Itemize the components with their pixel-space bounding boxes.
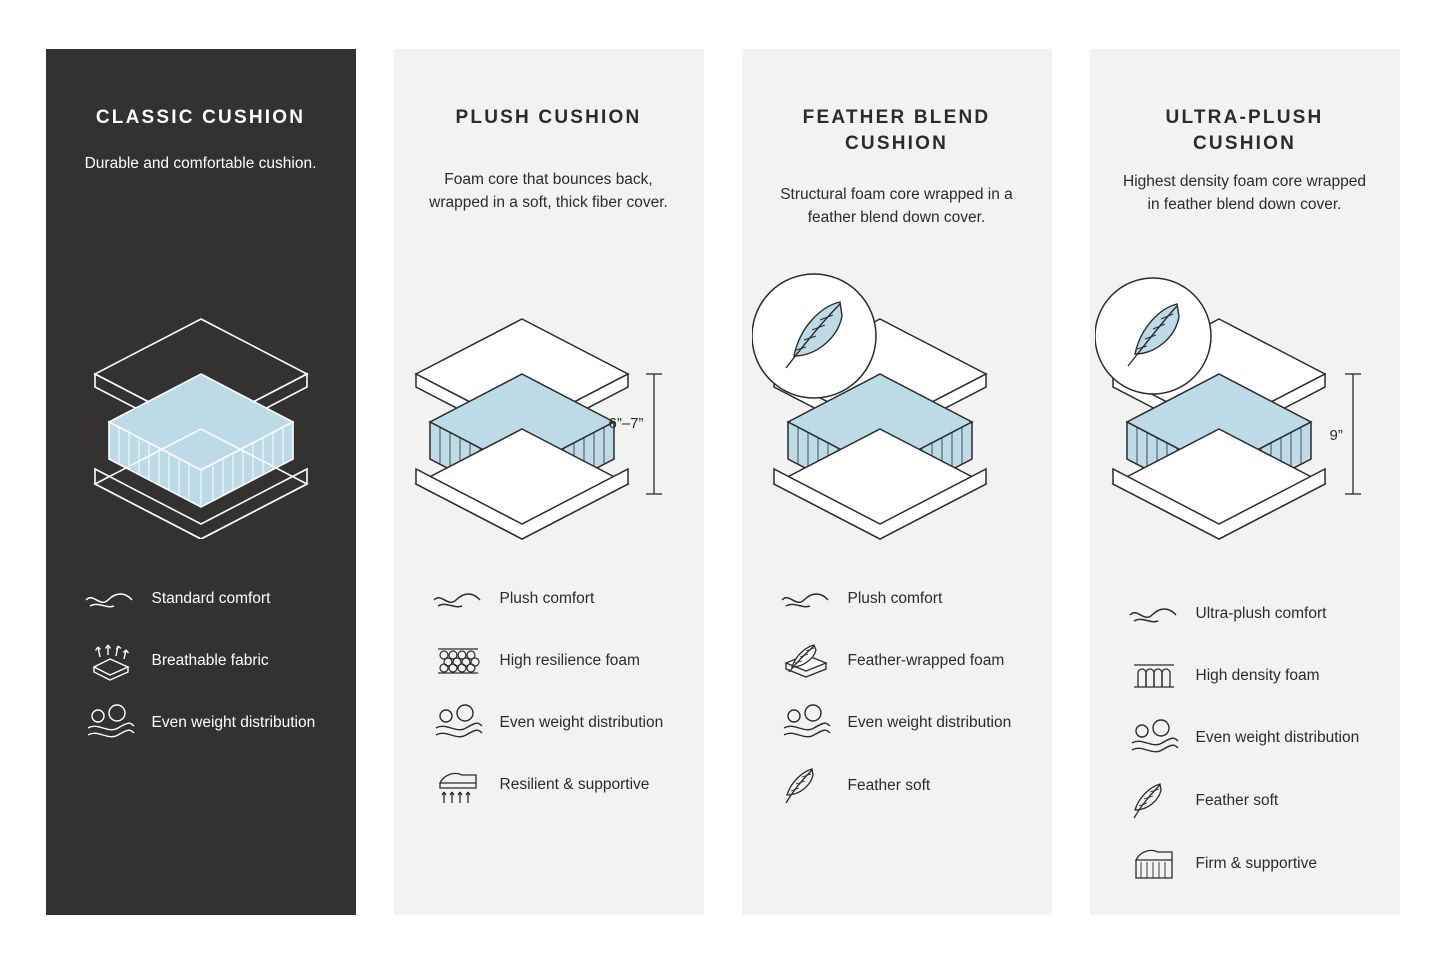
cushion-card-plush[interactable] [394,49,704,915]
feature-label: Feather soft [847,777,931,794]
cushion-card-classic[interactable] [46,49,356,915]
card-description: Durable and comfortable cushion. [84,155,317,172]
cushion-card-ultra-plush[interactable] [1090,49,1400,915]
feather-wrapped-foam-icon [780,641,838,681]
feature-item [84,641,336,681]
weight-distribution-icon [780,704,838,742]
foam-core-layer [109,374,293,507]
dimension-bar [1345,374,1361,494]
wave-icon [432,588,490,610]
feather-icon [1128,780,1186,822]
feature-item [780,641,1032,681]
feature-item [84,579,336,619]
feather-callout-icon [752,274,876,398]
feature-label: Plush comfort [499,590,595,607]
feature-list [1128,594,1380,906]
feature-label: Plush comfort [847,590,943,607]
card-description: Structural foam core wrapped in a feather blend down cover. [780,186,1013,226]
cushion-cards [46,49,1400,915]
cushion-exploded-diagram [394,279,704,579]
feather-icon [780,765,838,807]
feature-item [1128,780,1380,822]
cushion-exploded-diagram [742,264,1052,564]
firm-support-icon [1128,844,1186,884]
wave-icon [84,588,142,610]
feature-item [84,703,336,743]
feature-label: Feather-wrapped foam [847,652,1005,669]
wave-icon [780,588,838,610]
feature-label: High density foam [1195,667,1320,684]
cushion-exploded-diagram [1090,264,1400,564]
feature-label: Even weight distribution [499,714,664,731]
feature-label: Even weight distribution [847,714,1012,731]
card-description: Highest density foam core wrapped in feather blend down cover. [1123,173,1366,213]
card-title: FEATHER BLEND CUSHION [802,107,991,154]
feature-item [1128,656,1380,696]
feature-label: Standard comfort [151,590,271,607]
feature-label: Ultra-plush comfort [1195,605,1327,622]
cushion-exploded-diagram [46,279,356,579]
feature-label: High resilience foam [499,652,640,669]
feature-label: Even weight distribution [151,714,316,731]
feature-item [432,579,684,619]
feather-callout-icon [1095,278,1211,394]
dimension-label: 9” [1329,427,1343,444]
card-description: Foam core that bounces back, wrapped in a soft, thick fiber cover. [429,171,668,211]
feature-label: Resilient & supportive [499,776,650,793]
feature-item [780,765,1032,807]
feature-item [780,703,1032,743]
dimension-bar [646,374,662,494]
high-density-foam-icon [1128,659,1186,693]
feature-label: Feather soft [1195,792,1279,809]
breathable-fabric-icon [84,641,142,681]
feature-item [1128,718,1380,758]
resilient-support-icon [432,765,490,805]
feature-item [1128,594,1380,634]
feature-item [432,641,684,681]
feature-item [780,579,1032,619]
card-title: PLUSH CUSHION [455,107,642,128]
dimension-label: 6”–7” [608,415,644,432]
feature-item [1128,844,1380,884]
weight-distribution-icon [1128,719,1186,757]
cushion-card-feather-blend[interactable] [742,49,1052,915]
card-title: ULTRA-PLUSH CUSHION [1165,107,1324,154]
feature-list [432,579,684,827]
feature-label: Even weight distribution [1195,729,1360,746]
honeycomb-foam-icon [432,641,490,681]
feature-label: Breathable fabric [151,652,269,669]
feature-label: Firm & supportive [1195,855,1317,872]
feature-list [84,579,336,765]
wave-icon [1128,603,1186,625]
weight-distribution-icon [84,704,142,742]
weight-distribution-icon [432,704,490,742]
feature-item [432,703,684,743]
card-title: CLASSIC CUSHION [95,107,306,128]
feature-list [780,579,1032,829]
feature-item [432,765,684,805]
